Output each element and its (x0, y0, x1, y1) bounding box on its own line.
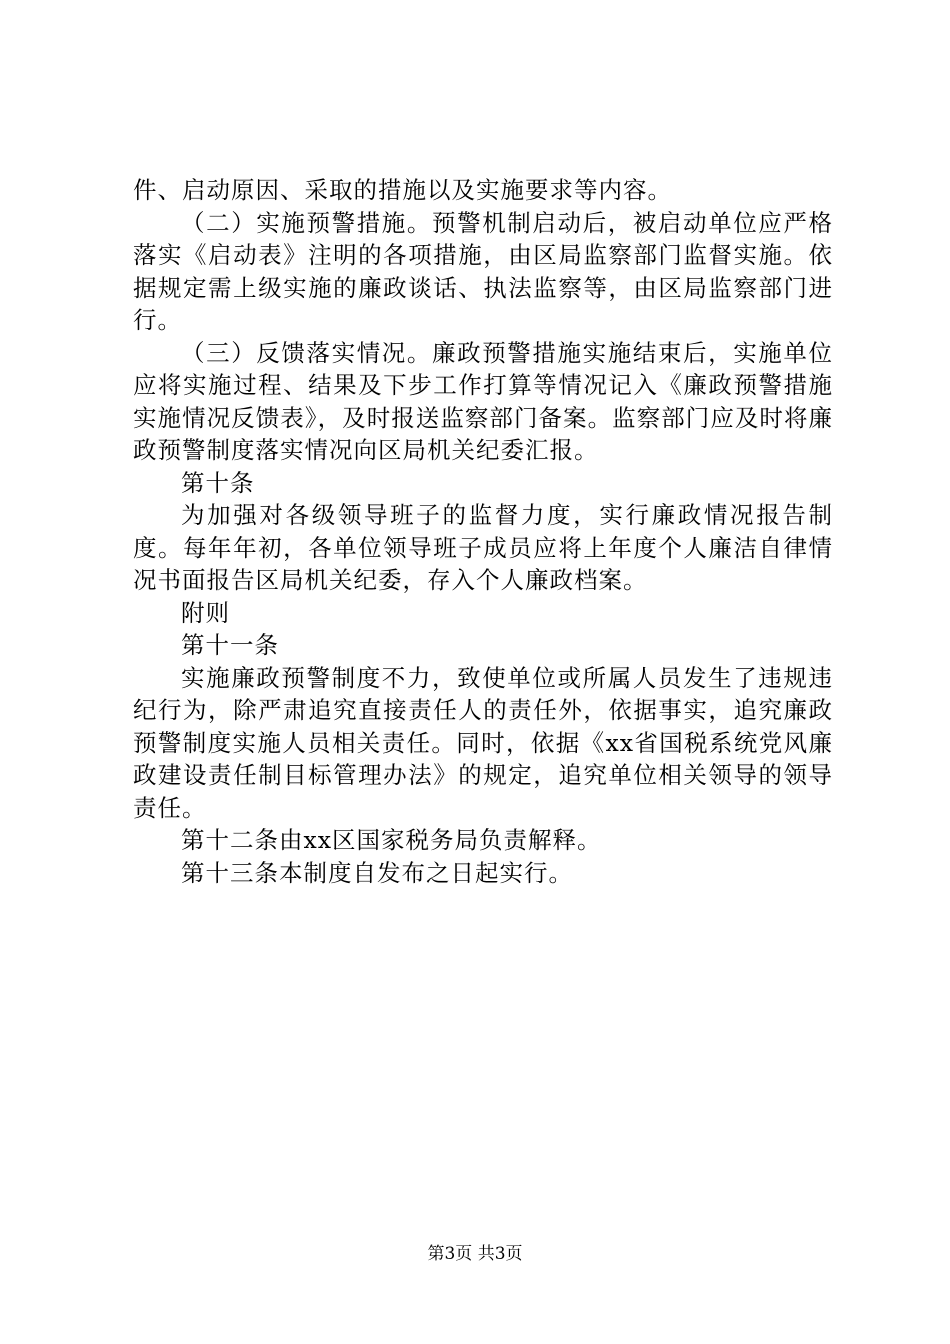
article-heading-11: 第十一条 (181, 631, 279, 659)
page-footer (0, 1243, 950, 1265)
article-12: 第十二条由xx区国家税务局负责解释。 (181, 826, 602, 854)
paragraph-8: 实施廉政预警制度不力，致使单位或所属人员发生了违规违纪行为，除严肃追究直接责任人的责任外，依据事实，追究廉政预警制度实施人员相关责任。同时，依据《xx省国税系统党风廉政建设责任制目标管理办法》的规定，追究单位相关领导的领导责任。 (133, 663, 833, 822)
article-heading-10: 第十条 (181, 468, 255, 497)
paragraph-5: 为加强对各级领导班子的监督力度，实行廉政情况报告制度。每年年初，各单位领导班子成员应将上年度个人廉洁自律情况书面报告区局机关纪委，存入个人廉政档案。 (133, 501, 833, 594)
paragraph-1: 件、启动原因、采取的措施以及实施要求等内容。 (133, 176, 672, 204)
section-heading-appendix: 附则 (181, 598, 230, 627)
article-13: 第十三条本制度自发布之日起实行。 (181, 858, 573, 887)
document-body (133, 174, 833, 889)
paragraph-2: （二）实施预警措施。预警机制启动后，被启动单位应严格落实《启动表》注明的各项措施，由区局监察部门监督实施。依据规定需上级实施的廉政谈话、执法监察等，由区局监察部门进行。 (133, 208, 833, 334)
paragraph-3: （三）反馈落实情况。廉政预警措施实施结束后，实施单位应将实施过程、结果及下步工作打算等情况记入《廉政预警措施实施情况反馈表》，及时报送监察部门备案。监察部门应及时将廉政预警制度落实情况向区局机关纪委汇报。 (133, 338, 833, 464)
page-number: 第3页 共3页 (427, 1244, 523, 1264)
